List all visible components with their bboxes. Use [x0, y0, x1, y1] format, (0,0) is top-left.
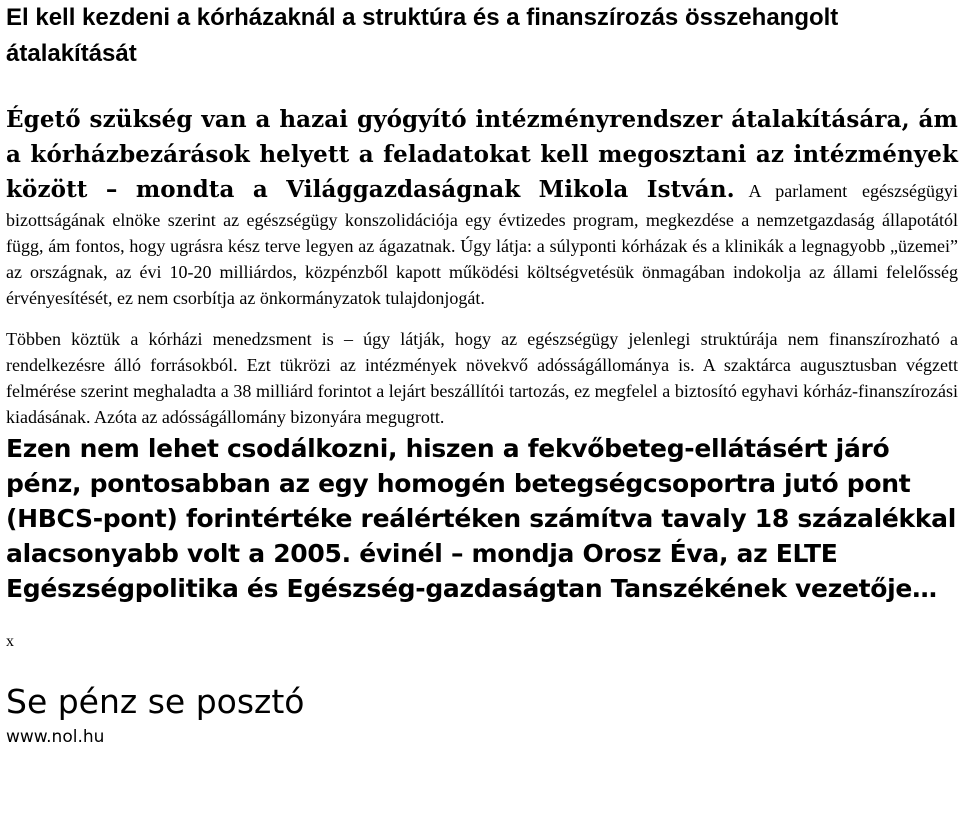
- quote-paragraph: Ezen nem lehet csodálkozni, hiszen a fekvőbeteg-ellátásért járó pénz, pontosabban az egy homogén betegségcsoportra jutó pont (HBCS-pont) forintértéke reálértéken számítva tavaly 18 százalékkal alacsonyabb volt a 2005. évinél – mondja Orosz Éva, az ELTE Egészségpolitika és Egészség-gazdaságtan Tanszékének vezetője…: [6, 434, 957, 603]
- lead-paragraph: [6, 102, 958, 311]
- article-title: El kell kezdeni a kórházaknál a struktúra és a finanszírozás összehangolt átalakítását: [6, 4, 839, 67]
- lead-body-text: A parlament egészségügyi bizottságának elnöke szerint az egészségügy konszolidációja egy évtizedes program, megkezdése a nemzetgazdaság állapotától függ, ám fontos, hogy ugrásra kész terve legyen az ágazatnak. Úgy látja: a súlyponti kórházak és a klinikák a legnagyobb „üzemei” az országnak, az évi 10-20 milliárdos, közpénzből kapott működési költségvetésük önmagában indokolja az állami felelősség érvényesítését, ez nem csorbítja az önkormányzatok tulajdonjogát.: [6, 181, 958, 308]
- source-link[interactable]: www.nol.hu: [6, 727, 105, 747]
- separator-marker: x: [6, 633, 14, 650]
- body-paragraph: Többen köztük a kórházi menedzsment is – úgy látják, hogy az egészségügy jelenlegi struktúrája nem finanszírozható a rendelkezésre álló forrásokból. Ezt tükrözi az intézmények növekvő adósságállománya is. A szaktárca augusztusban végzett felmérése szerint meghaladta a 38 milliárd forintot a lejárt beszállítói tartozás, ez megfelel a biztosító egyhavi kórház-finanszírozási kiadásának. Azóta az adósságállomány bizonyára megugrott.: [6, 329, 958, 427]
- article: [6, 0, 958, 748]
- section-heading: Se pénz se posztó: [6, 682, 305, 721]
- lead-bold-text: Égető szükség van a hazai gyógyító intézményrendszer átalakítására, ám a kórházbezárások helyett a feladatokat kell megosztani az intézmények között – mondta a Világgazdaságnak Mikola István.: [6, 106, 958, 203]
